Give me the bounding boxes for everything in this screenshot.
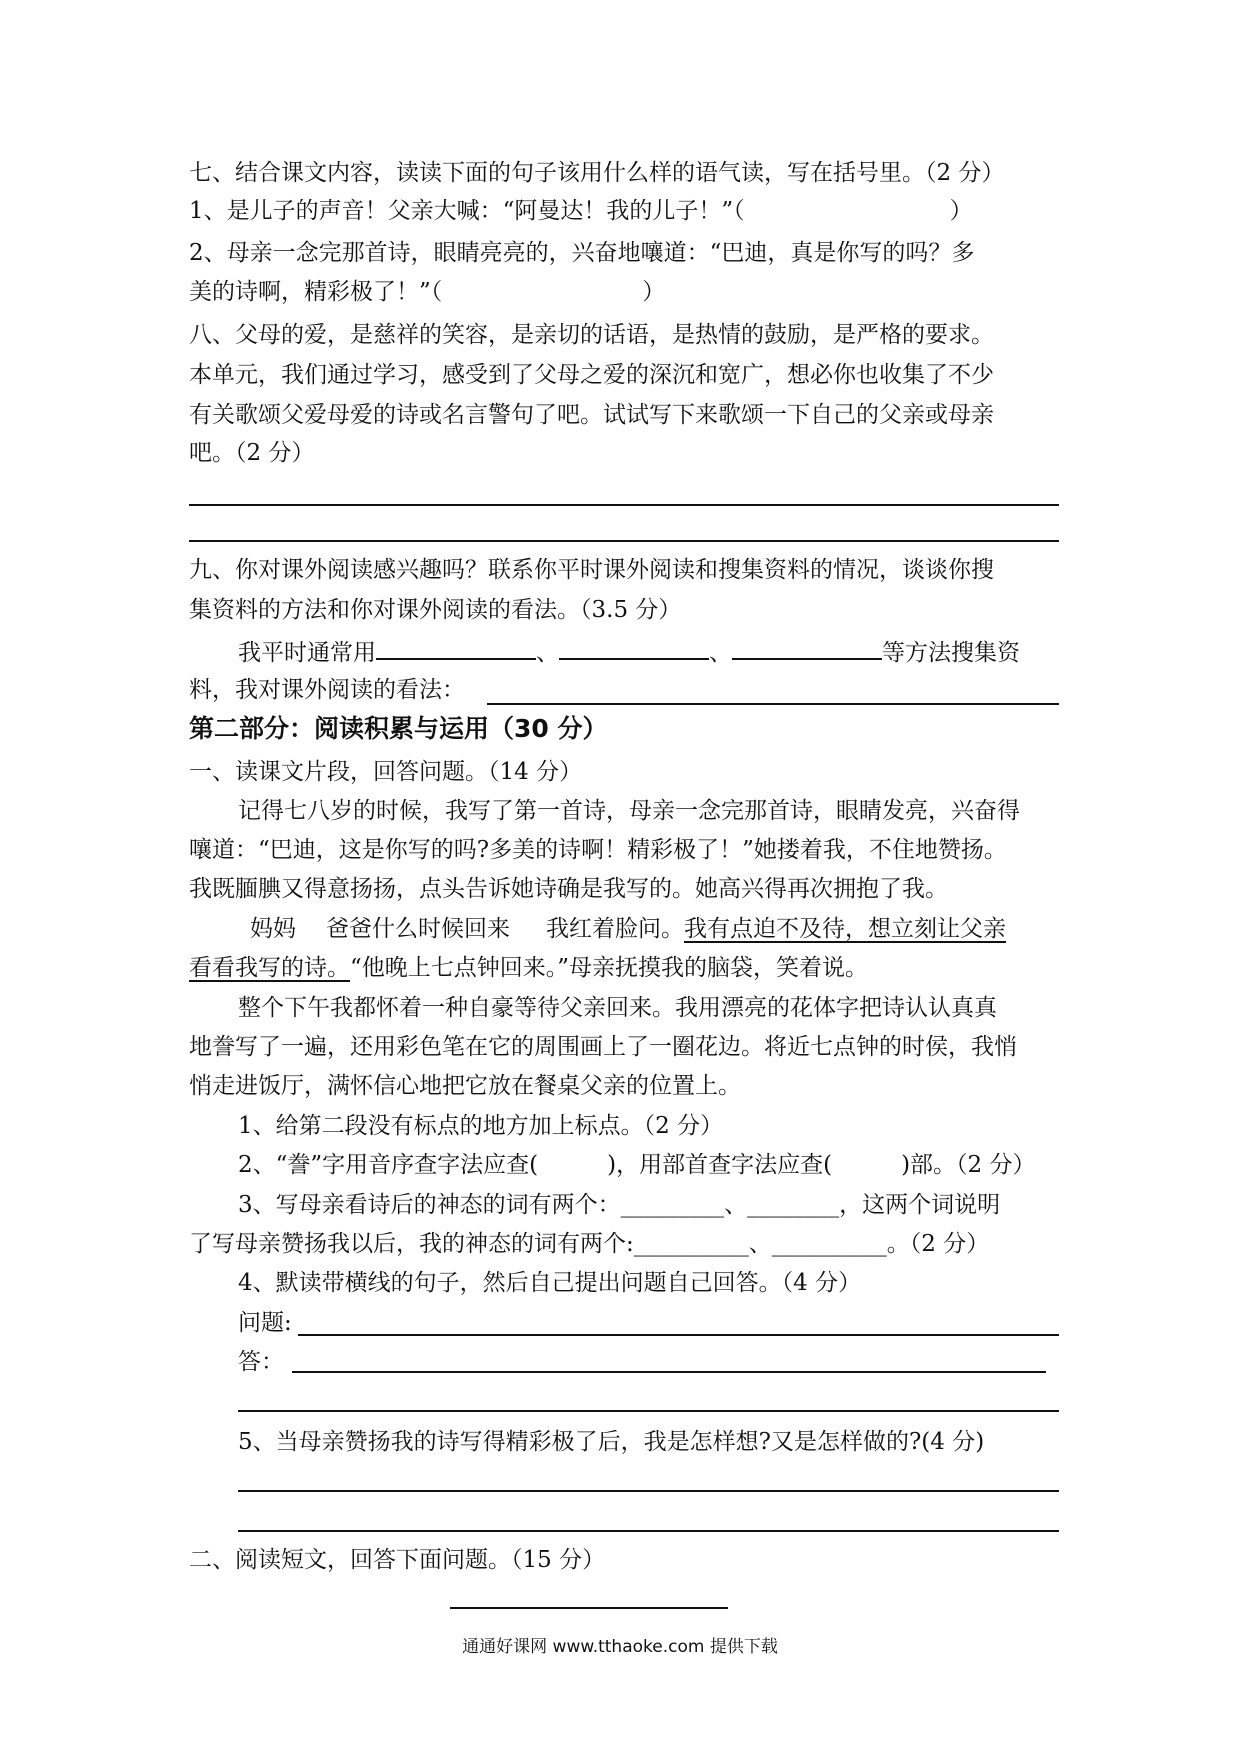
q8-answer-line-1[interactable] — [189, 504, 1059, 506]
passage-p2-line2 — [189, 953, 1059, 983]
q8-line2: 本单元，我们通过学习，感受到了父母之爱的深沉和宽广，想必你也收集了不少 — [189, 362, 994, 388]
q8-line3: 有关歌颂父爱母爱的诗或名言警句了吧。试试写下来歌颂一下自己的父亲或母亲 — [189, 402, 994, 428]
passage-p2-mama: 妈妈 — [250, 916, 296, 942]
subq4-question-line[interactable] — [298, 1334, 1059, 1336]
passage-p1-line1: 记得七八岁的时候，我写了第一首诗，母亲一念完那首诗，眼睛发亮，兴奋得 — [238, 798, 1020, 824]
part2-section1-title: 一、读课文片段，回答问题。（14 分） — [189, 759, 583, 785]
passage-p2-rest: “他晚上七点钟回来。”母亲抚摸我的脑袋，笑着说。 — [350, 955, 869, 981]
q7-item2-end: ） — [642, 279, 666, 305]
passage-p2-question: 爸爸什么时候回来 — [326, 916, 510, 942]
passage-underlined-2: 看看我写的诗。 — [189, 955, 350, 981]
q9-sep2: 、 — [709, 640, 732, 666]
part2-heading: 第二部分：阅读积累与运用（30 分） — [189, 714, 608, 743]
q8-answer-line-2[interactable] — [189, 540, 1059, 542]
q8-line1: 八、父母的爱，是慈祥的笑容，是亲切的话语，是热情的鼓励，是严格的要求。 — [189, 322, 994, 348]
q9-method-blank-3[interactable] — [732, 636, 882, 660]
passage-p2-line1 — [250, 914, 1120, 944]
q9-sep1: 、 — [536, 640, 559, 666]
passage-p1-line3: 我既腼腆又得意扬扬，点头告诉她诗确是我写的。她高兴得再次拥抱了我。 — [189, 876, 948, 902]
q8-line4: 吧。（2 分） — [189, 440, 315, 466]
subq1: 1、给第二段没有标点的地方加上标点。（2 分） — [238, 1113, 724, 1139]
q7-title: 七、结合课文内容，读读下面的句子该用什么样的语气读，写在括号里。（2 分） — [189, 160, 1005, 186]
part2-section2-title: 二、阅读短文，回答下面问题。（15 分） — [189, 1547, 606, 1573]
q9-fill-line2 — [189, 675, 1059, 705]
q9-fill2-prefix: 料，我对课外阅读的看法： — [189, 677, 465, 703]
subq4: 4、默读带横线的句子，然后自己提出问题自己回答。（4 分） — [238, 1270, 862, 1296]
q9-method-blank-2[interactable] — [559, 636, 709, 660]
q9-line2: 集资料的方法和你对课外阅读的看法。（3.5 分） — [189, 597, 682, 623]
subq4-answer-line-1[interactable] — [292, 1371, 1046, 1373]
subq4-answer-label: 答： — [238, 1349, 284, 1375]
subq3-line2: 了写母亲赞扬我以后，我的神态的词有两个:__________、__________。（2 分） — [189, 1231, 990, 1257]
q7-item2-line2 — [189, 277, 1059, 307]
passage-p2-asked: 我红着脸问。 — [546, 916, 684, 942]
passage-p1-line2: 嚷道：“巴迪，这是你写的吗?多美的诗啊！精彩极了！”她搂着我，不住地赞扬。 — [189, 837, 1007, 863]
q9-line1: 九、你对课外阅读感兴趣吗？联系你平时课外阅读和搜集资料的情况，谈谈你搜 — [189, 557, 994, 583]
subq5-answer-line-2[interactable] — [238, 1530, 1059, 1532]
subq4-answer-line-2[interactable] — [238, 1410, 1059, 1412]
subq5-answer-line-1[interactable] — [238, 1490, 1059, 1492]
q9-fill1-prefix: 我平时通常用 — [238, 640, 376, 666]
footer-divider — [450, 1607, 728, 1609]
q9-opinion-blank[interactable] — [487, 703, 1059, 705]
subq5: 5、当母亲赞扬我的诗写得精彩极了后，我是怎样想?又是怎样做的?(4 分) — [238, 1429, 985, 1455]
subq2: 2、“誊”字用音序查字法应查( )，用部首查字法应查( )部。（2 分） — [238, 1152, 1036, 1178]
q9-method-blank-1[interactable] — [376, 636, 536, 660]
subq3-line1: 3、写母亲看诗后的神态的词有两个：_________、________，这两个词说明 — [238, 1192, 1001, 1218]
q7-item1-end: ） — [949, 198, 973, 224]
q7-item2-text: 美的诗啊，精彩极了！”（ — [189, 279, 443, 305]
passage-underlined-1: 我有点迫不及待，想立刻让父亲 — [684, 916, 1006, 942]
q7-item1-text: 1、是儿子的声音！父亲大喊：“阿曼达！我的儿子！”（ — [189, 198, 745, 224]
q9-fill1-suffix: 等方法搜集资 — [882, 640, 1020, 666]
q9-fill-line1 — [238, 636, 1108, 668]
subq4-question-label: 问题: — [238, 1310, 292, 1336]
footer-credit: 通通好课网 www.tthaoke.com 提供下载 — [462, 1637, 778, 1657]
passage-p3-line3: 悄走进饭厅，满怀信心地把它放在餐桌父亲的位置上。 — [189, 1073, 741, 1099]
q7-item2-line1: 2、母亲一念完那首诗，眼睛亮亮的，兴奋地嚷道：“巴迪，真是你写的吗？多 — [189, 240, 975, 266]
passage-p3-line1: 整个下午我都怀着一种自豪等待父亲回来。我用漂亮的花体字把诗认认真真 — [238, 995, 997, 1021]
passage-p3-line2: 地誊写了一遍，还用彩色笔在它的周围画上了一圈花边。将近七点钟的时侯，我悄 — [189, 1034, 1017, 1060]
q7-item1 — [189, 196, 1059, 226]
